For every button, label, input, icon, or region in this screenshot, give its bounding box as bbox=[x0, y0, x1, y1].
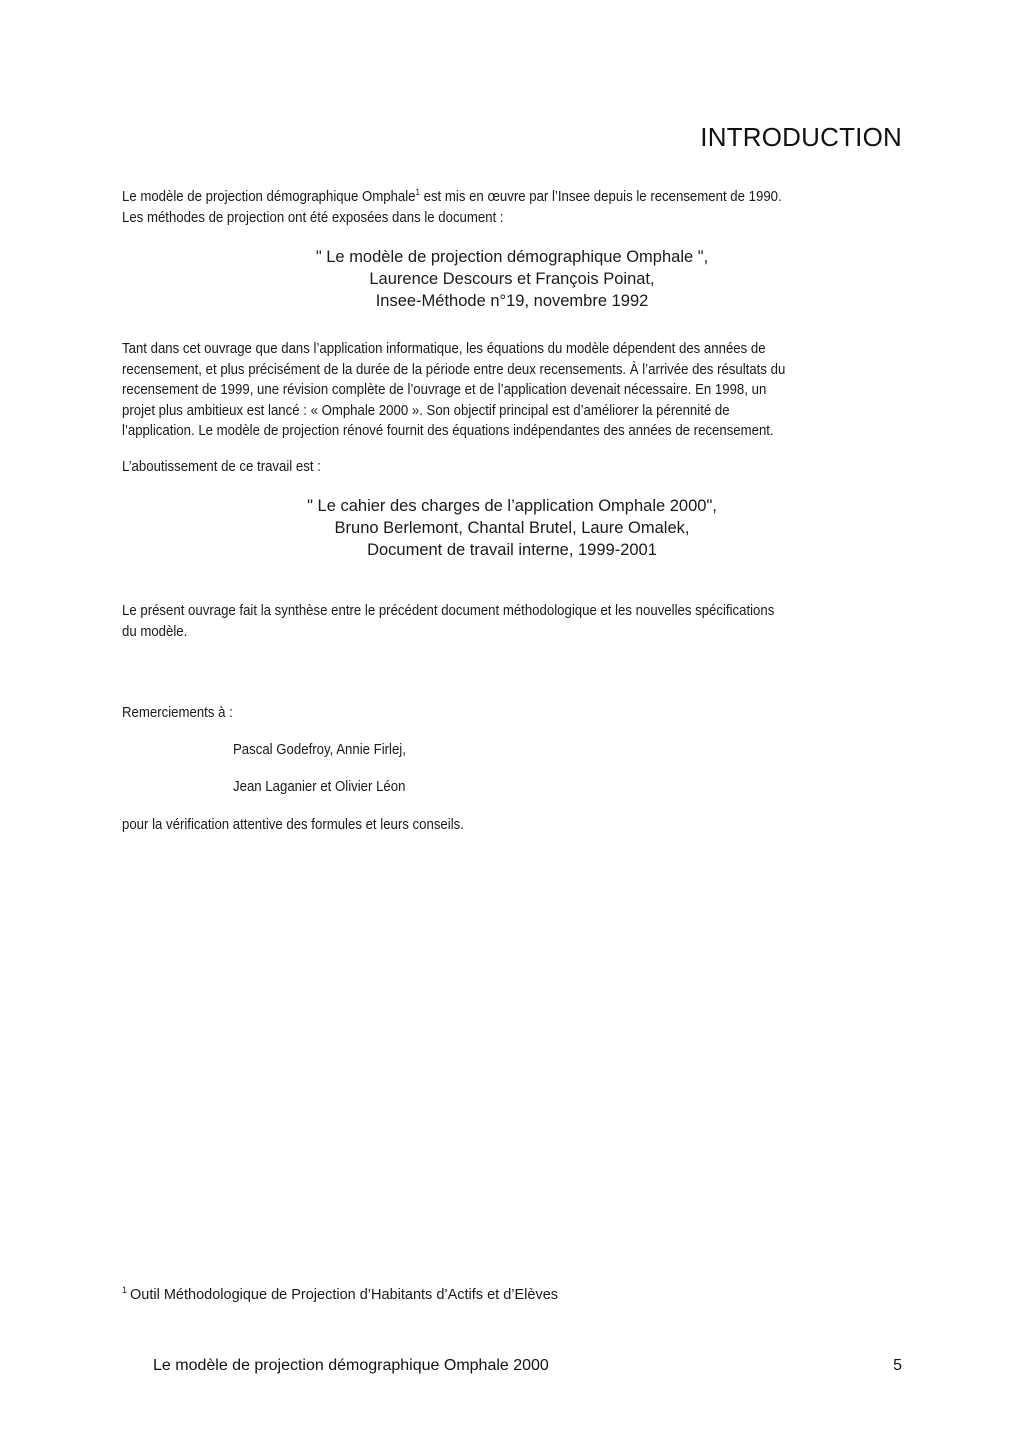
paragraph-2-line: l’application. Le modèle de projection rénové fournit des équations indépendantes des années de recensement. bbox=[122, 422, 774, 439]
reference-2-publication: Document de travail interne, 1999-2001 bbox=[367, 541, 657, 559]
thanks-closing: pour la vérification attentive des formules et leurs conseils. bbox=[122, 816, 464, 833]
intro-line-1 bbox=[122, 187, 902, 208]
footnote-ref: 1 bbox=[415, 187, 420, 197]
reference-2-authors: Bruno Berlemont, Chantal Brutel, Laure Omalek, bbox=[334, 519, 690, 537]
reference-block-1 bbox=[0, 246, 1024, 312]
intro-paragraph bbox=[122, 187, 902, 228]
page-title: INTRODUCTION bbox=[700, 122, 902, 152]
paragraph-3-line: Le présent ouvrage fait la synthèse entre le précédent document méthodologique et les nouvelles spécifications bbox=[122, 602, 775, 619]
paragraph-2 bbox=[122, 339, 902, 442]
paragraph-2-line: projet plus ambitieux est lancé : « Omphale 2000 ». Son objectif principal est d’améliorer la pérennité de bbox=[122, 401, 730, 419]
intro-text-cont: est mis en œuvre par l’Insee depuis le recensement de 1990. bbox=[419, 188, 782, 205]
reference-block-2 bbox=[0, 495, 1024, 561]
intro-text: Le modèle de projection démographique Omphale bbox=[122, 188, 416, 205]
reference-1-authors: Laurence Descours et François Poinat, bbox=[369, 270, 655, 288]
intro-line-2: Les méthodes de projection ont été exposées dans le document : bbox=[122, 208, 504, 226]
reference-2-title: " Le cahier des charges de l’application Omphale 2000", bbox=[307, 497, 717, 515]
reference-1-publication: Insee-Méthode n°19, novembre 1992 bbox=[375, 292, 649, 310]
page-number: 5 bbox=[893, 1357, 902, 1374]
paragraph-3-line: du modèle. bbox=[122, 622, 188, 640]
paragraph-2-line: recensement, et plus précisément de la durée de la période entre deux recensements. À l’arrivée des résultats du bbox=[122, 360, 786, 378]
aboutissement-line: L’aboutissement de ce travail est : bbox=[122, 458, 321, 475]
paragraph-3 bbox=[122, 601, 902, 642]
footnote-number: 1 bbox=[122, 1285, 128, 1296]
thanks-heading: Remerciements à : bbox=[122, 704, 233, 721]
footnote-text: Outil Méthodologique de Projection d’Habitants d’Actifs et d’Elèves bbox=[130, 1287, 559, 1303]
footer-title: Le modèle de projection démographique Omphale 2000 bbox=[153, 1357, 549, 1374]
thanks-names-1: Pascal Godefroy, Annie Firlej, bbox=[233, 741, 406, 758]
reference-1-title: " Le modèle de projection démographique Omphale ", bbox=[315, 248, 709, 266]
paragraph-2-line: recensement de 1999, une révision complète de l’ouvrage et de l’application devenait nécessaire. En 1998, un bbox=[122, 381, 767, 398]
paragraph-2-line: Tant dans cet ouvrage que dans l’application informatique, les équations du modèle dépendent des années de bbox=[122, 340, 766, 357]
footnote bbox=[122, 1287, 558, 1303]
thanks-names-2: Jean Laganier et Olivier Léon bbox=[233, 778, 406, 795]
